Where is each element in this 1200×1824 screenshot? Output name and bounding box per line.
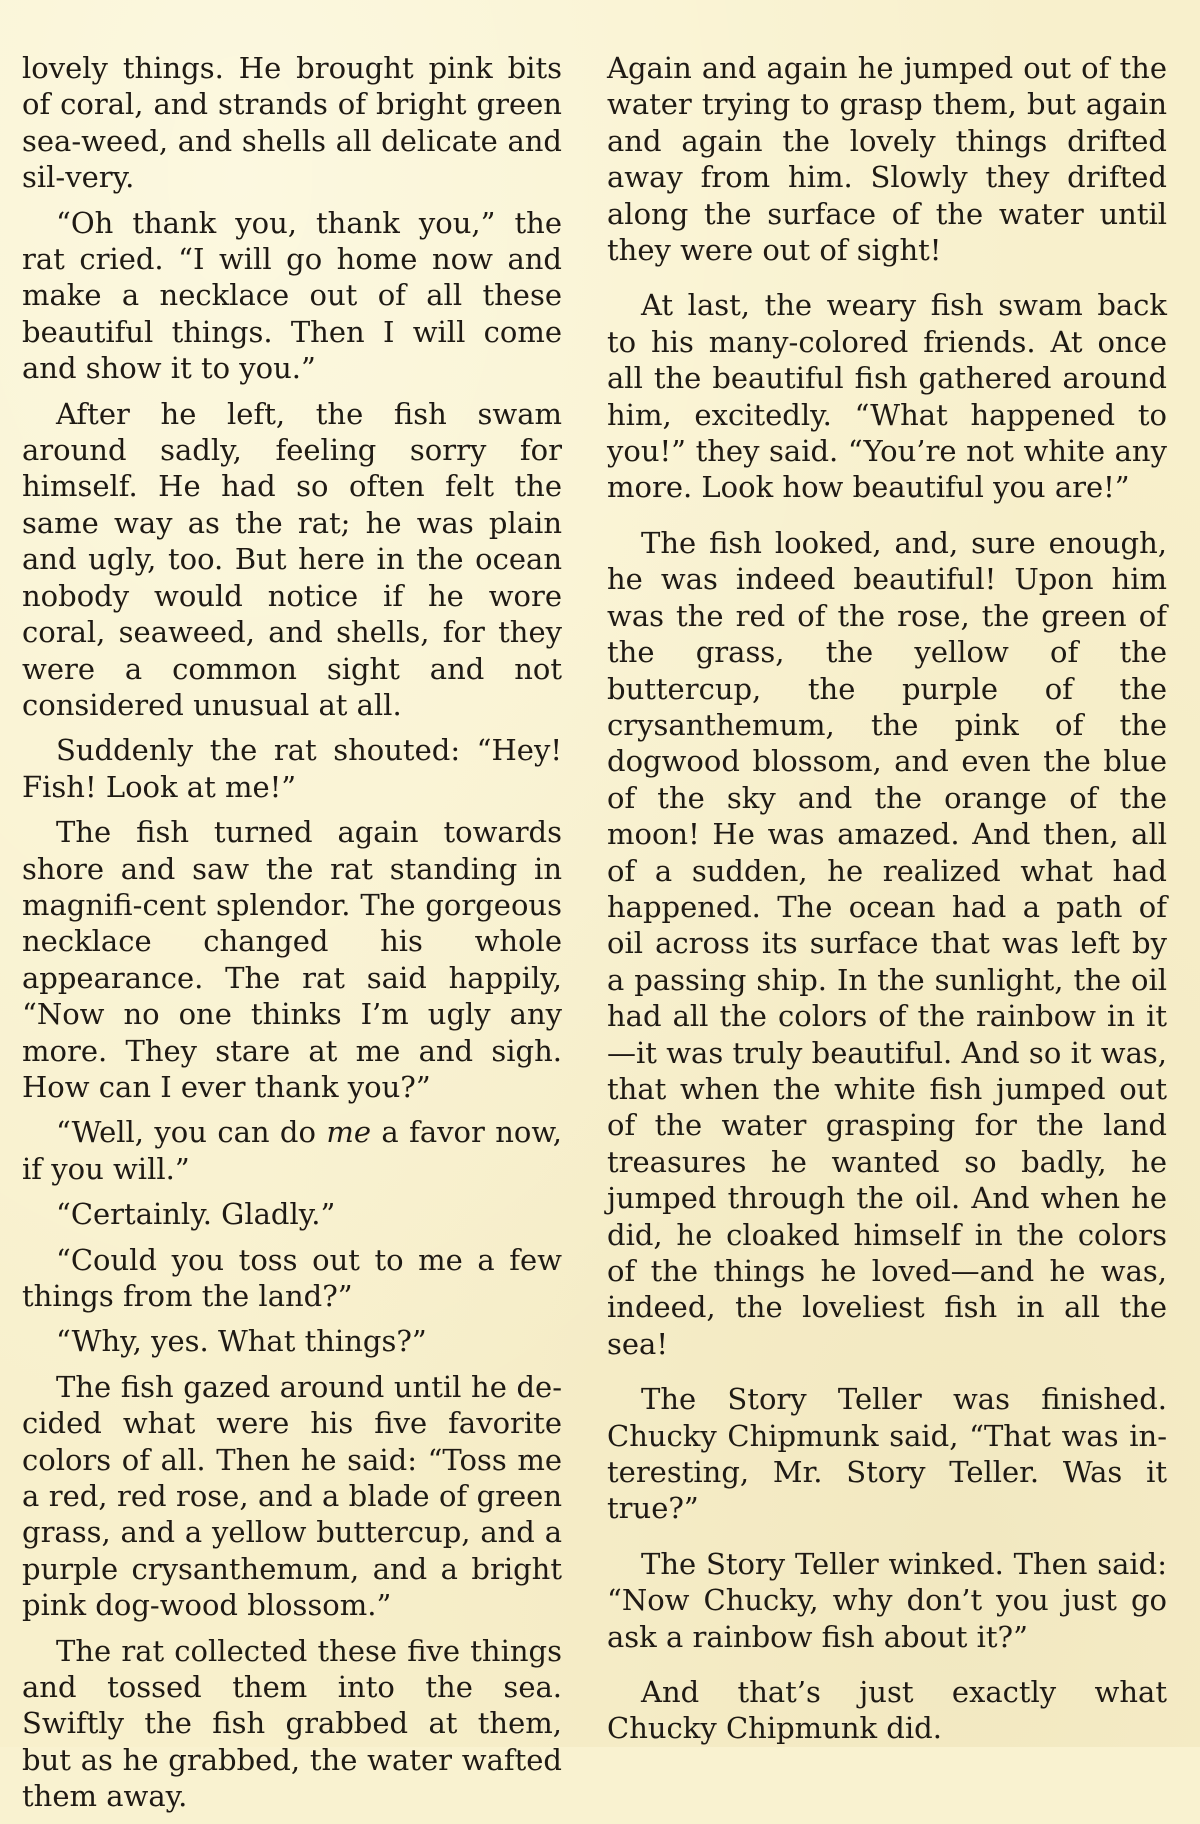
paragraph: The rat collected these five things and tossed them into the sea. Swiftly the fish grabbed at them, but as he grabbed, the water wafted them away. — [22, 1633, 562, 1814]
paragraph-favor — [22, 1114, 562, 1187]
favor-text-emphasis: me — [326, 1115, 372, 1150]
paragraph: “Could you toss out to me a few things from the land?” — [22, 1242, 562, 1313]
paragraph: “Oh thank you, thank you,” the rat cried. “I will go home now and make a necklace out of all these beautiful things. Then I will come and show it to you.” — [22, 205, 562, 386]
paragraph: The fish gazed around until he de-cided what were his five favorite colors of all. Then he said: “Toss me a red, red rose, and a blade of green grass, and a yellow buttercup, and a purple crysanthemum, and a bright pink dog-wood blossom.” — [22, 1369, 562, 1623]
paragraph: “Certainly. Gladly.” — [56, 1197, 336, 1232]
paragraph: At last, the weary fish swam back to his many-colored friends. At once all the beautiful fish gathered around him, excitedly. “What happened to you!” they said. “You’re not white any more. Look how beautiful you are!” — [607, 288, 1167, 505]
paragraph: The fish looked, and, sure enough, he was indeed beautiful! Upon him was the red of the rose, the green of the grass, the yellow of the buttercup, the purple of the crysanthemum, the pink of the dogwood blossom, and even the blue of the sky and the orange of the moon! He was amazed. And then, all of a sudden, he realized what had happened. The ocean had a path of oil across its surface that was left by a passing ship. In the sunlight, the oil had all the colors of the rainbow in it—it was truly beautiful. And so it was, that when the white fish jumped out of the water grasping for the land treasures he wanted so badly, he jumped through the oil. And when he did, he cloaked himself in the colors of the things he loved—and he was, indeed, the loveliest fish in all the sea! — [607, 525, 1167, 1361]
paragraph: After he left, the fish swam around sadly, feeling sorry for himself. He had so often felt the same way as the rat; he was plain and ugly, too. But here in the ocean nobody would notice if he wore coral, seaweed, and shells, for they were a common sight and not considered unusual at all. — [22, 396, 562, 722]
paragraph: The fish turned again towards shore and saw the rat standing in magnifi-cent splendor. The gorgeous necklace changed his whole appearance. The rat said happily, “Now no one thinks I’m ugly any more. They stare at me and sigh. How can I ever thank you?” — [22, 815, 562, 1104]
paragraph: And that’s just exactly what Chucky Chipmunk did. — [607, 1675, 1167, 1746]
paragraph: The Story Teller was finished. Chucky Chipmunk said, “That was in-teresting, Mr. Story Teller. Was it true?” — [607, 1382, 1167, 1526]
paragraph: lovely things. He brought pink bits of coral, and strands of bright green sea-weed, and shells all delicate and sil-very. — [22, 51, 562, 195]
paragraph: Again and again he jumped out of the water trying to grasp them, but again and again the lovely things drifted away from him. Slowly they drifted along the surface of the water until they were out of sight! — [607, 51, 1167, 268]
right-text-column — [607, 50, 1167, 1756]
left-text-column — [22, 50, 562, 1824]
paragraph: “Why, yes. What things?” — [56, 1324, 427, 1359]
paragraph: The Story Teller winked. Then said: “Now Chucky, why don’t you just go ask a rainbow fish about it?” — [607, 1546, 1167, 1654]
favor-text-after: a favor now, if you will.” — [22, 1115, 562, 1186]
favor-text-before: “Well, you can do — [56, 1115, 327, 1150]
paragraph: Suddenly the rat shouted: “Hey! Fish! Look at me!” — [22, 733, 562, 804]
